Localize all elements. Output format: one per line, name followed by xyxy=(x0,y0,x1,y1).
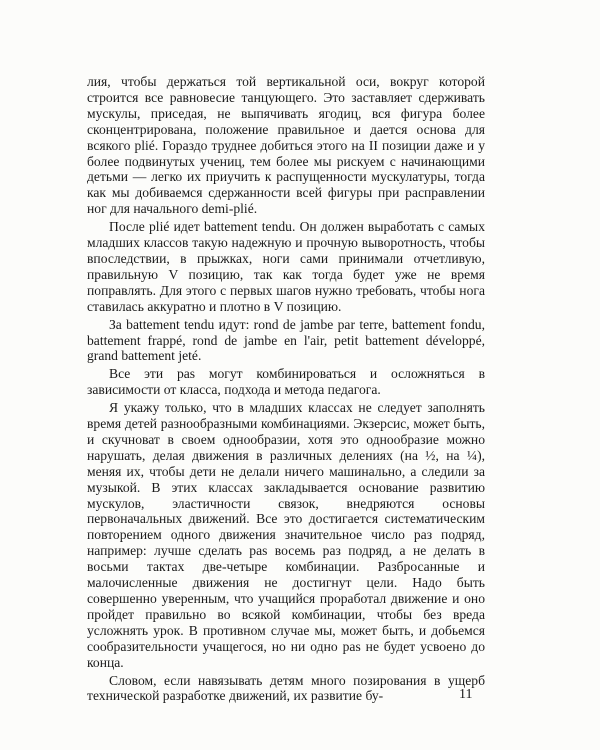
page-number: 11 xyxy=(459,687,473,702)
paragraph-4: Все эти pas могут комбинироваться и осложняться в зависимости от класса, подхода и метода педагога. xyxy=(87,366,485,398)
paragraph-5: Я укажу только, что в младших классах не следует заполнять время детей разнообразными комбинациями. Экзерсис, может быть, и скучноват в своем однообразии, хотя это однообразие можно нарушать, делая движения в различных делениях (на ½, на ¼), меняя их, чтобы дети не делали ничего машинально, а следили за музыкой. В этих классах закладывается основание развитию мускулов, эластичности связок, внедряются основы первоначальных движений. Все это достигается систематическим повторением одного движения значительное число раз подряд, например: лучше сделать pas восемь раз подряд, а не делать в восьми тактах две-четыре комбинации. Разбросанные и малочисленные движения не достигнут цели. Надо быть совершенно уверенным, что учащийся проработал движение и оно пройдет правильно во всякой комбинации, чтобы без вреда усложнять урок. В противном случае мы, может быть, и добьемся сообразительности учащегося, но ни одно pas не будет усвоено до конца. xyxy=(87,400,485,670)
body-text xyxy=(87,74,485,706)
paragraph-1: лия, чтобы держаться той вертикальной оси, вокруг которой строится все равновесие танцующего. Это заставляет сдерживать мускулы, приседая, не выпячивать ягодиц, вся фигура более сконцентрирована, положение правильное и дается основа для всякого plié. Гораздо труднее добиться этого на II позиции даже и у более подвинутых учениц, тем более мы рискуем с начинающими детьми — легко их приучить к распущенности мускулатуры, тогда как мы добиваемся сдержанности всей фигуры при расправлении ног для начального demi-plié. xyxy=(87,74,485,217)
paragraph-6: Словом, если навязывать детям много позирования в ущерб технической разработке движений, их развитие бу- xyxy=(87,672,485,704)
paragraph-3: За battement tendu идут: rond de jambe par terre, battement fondu, battement frappé, rond de jambe en l'air, petit battement développé, grand battement jeté. xyxy=(87,316,485,364)
paragraph-2: После plié идет battement tendu. Он должен выработать с самых младших классов такую надежную и прочную выворотность, чтобы впоследствии, в прыжках, ноги сами принимали отчетливую, правильную V позицию, так как тогда будет уже не время поправлять. Для этого с первых шагов нужно требовать, чтобы нога ставилась аккуратно и плотно в V позицию. xyxy=(87,219,485,314)
